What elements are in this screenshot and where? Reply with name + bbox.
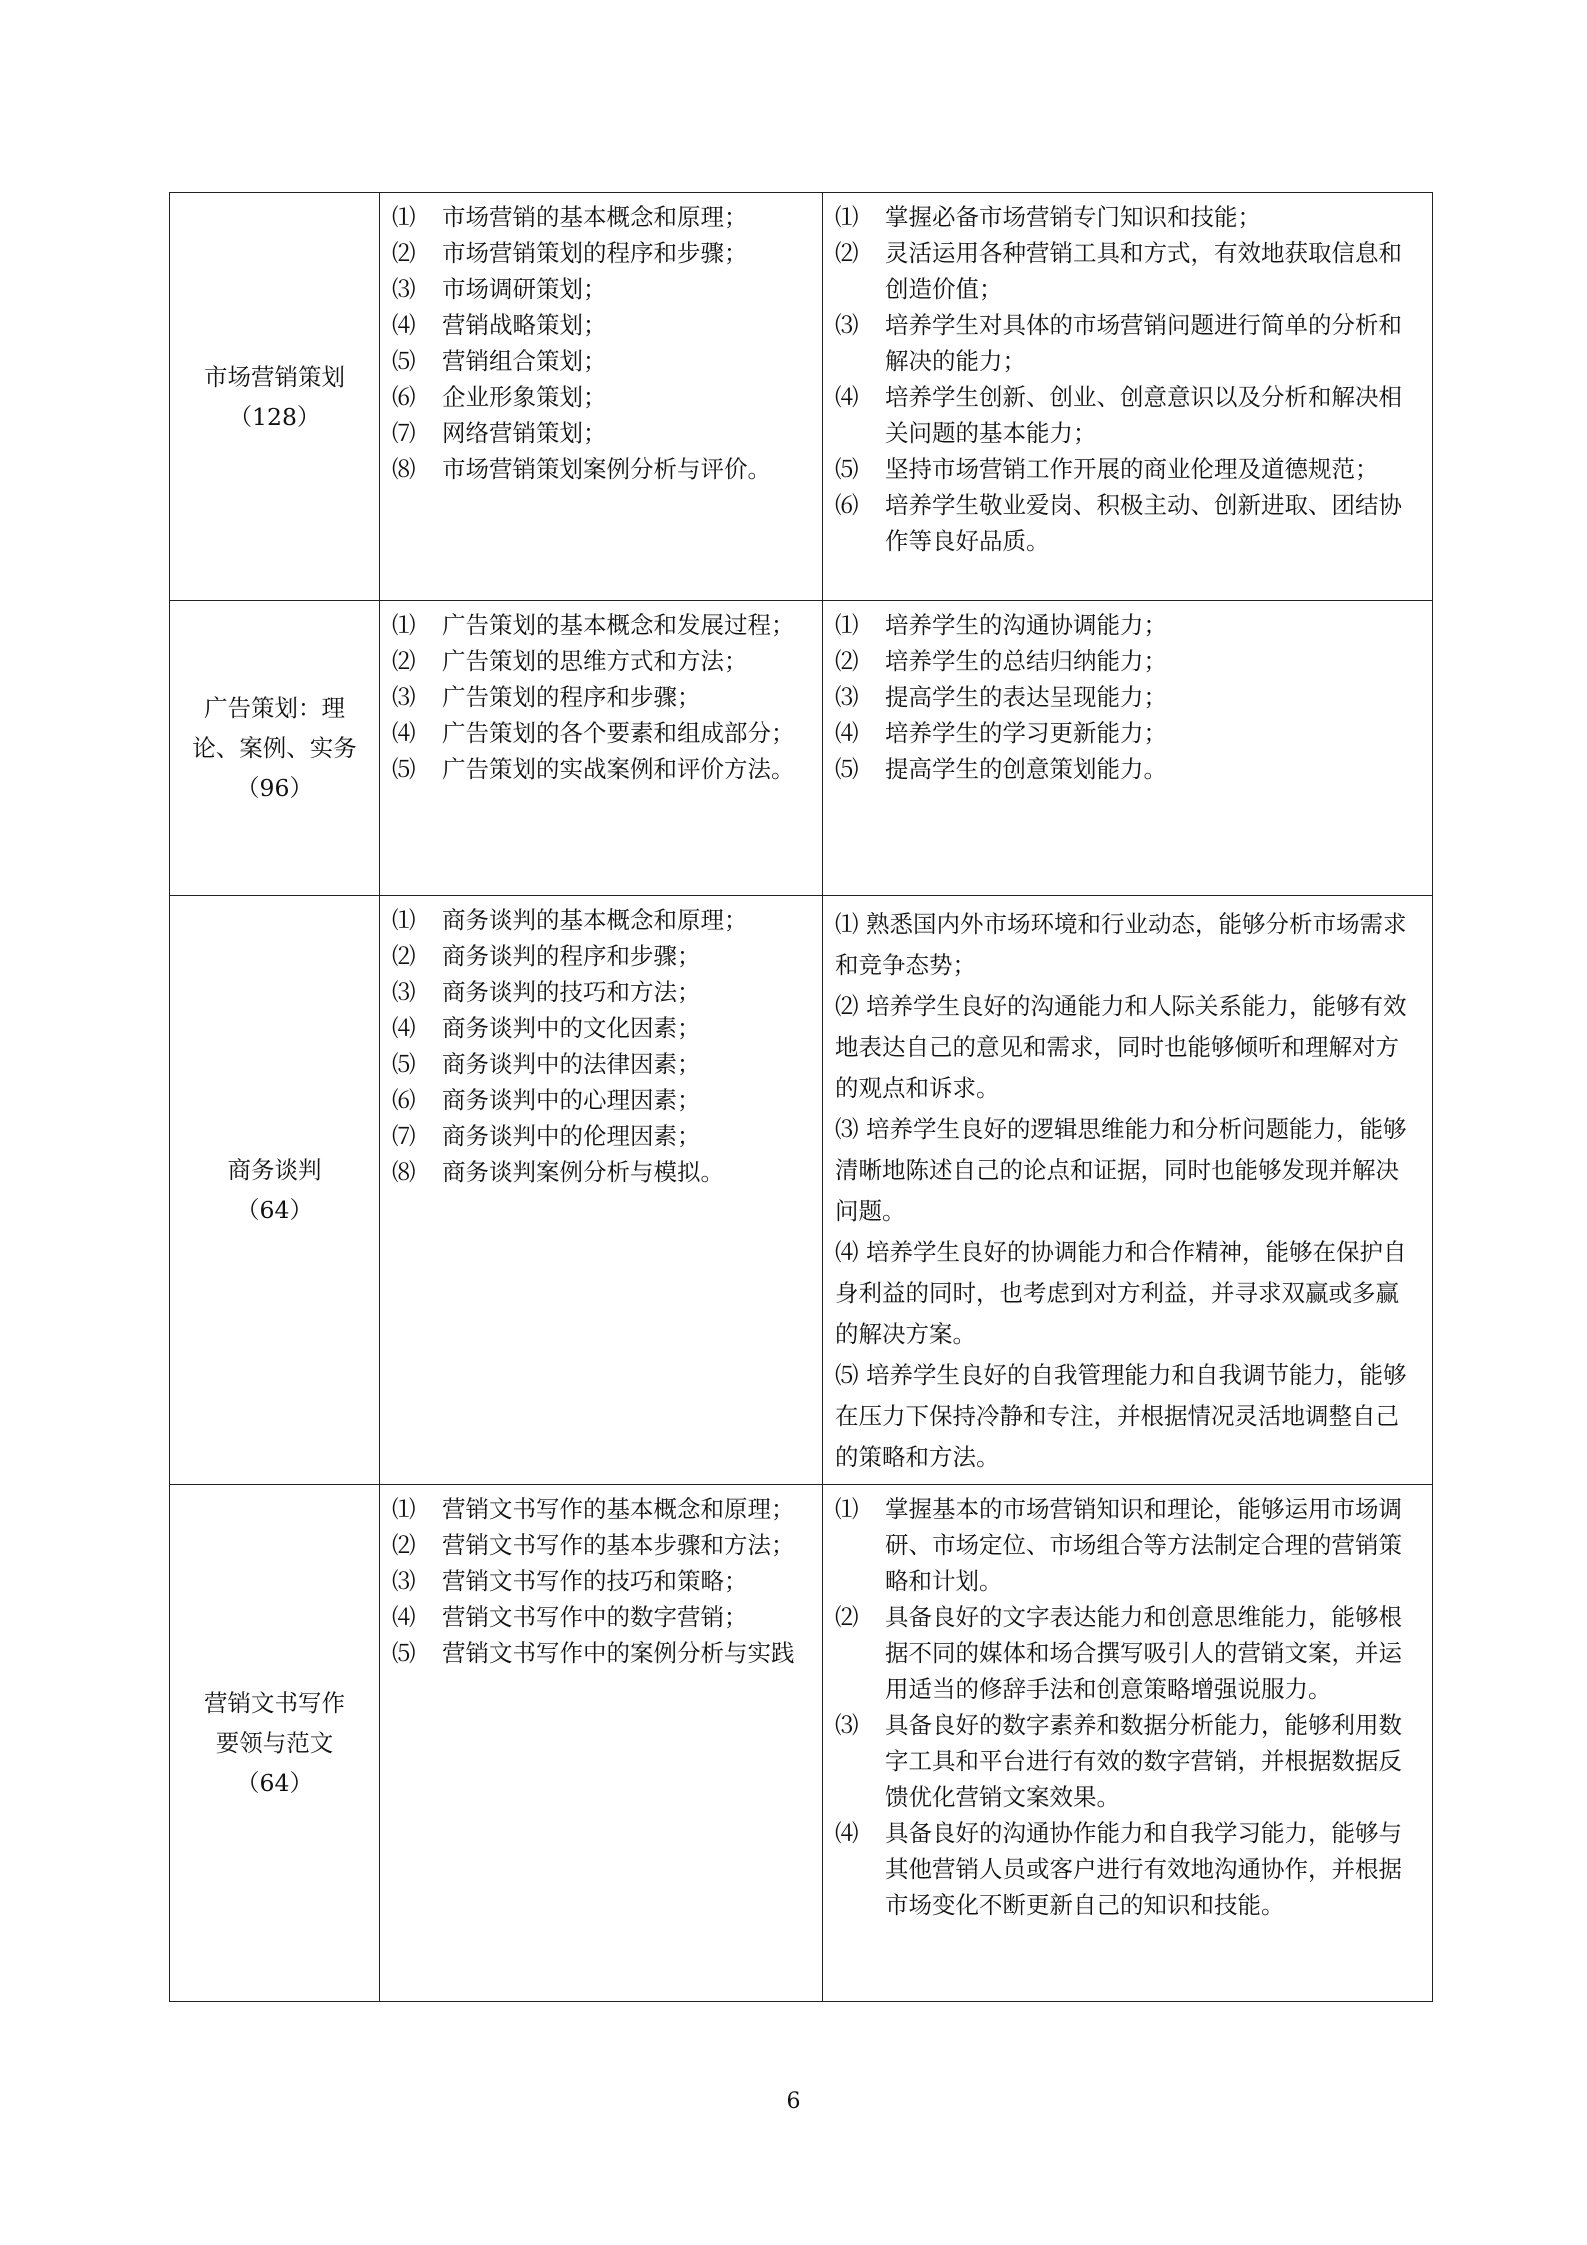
- list-item: ⑵ 营销文书写作的基本步骤和方法；: [392, 1531, 795, 1559]
- course-name-cell: [170, 1485, 380, 2002]
- course-hours: （64）: [236, 1769, 313, 1797]
- course-hours: （128）: [228, 402, 321, 431]
- course-name-line: 商务谈判: [227, 1156, 322, 1184]
- course-hours: （64）: [236, 1196, 313, 1224]
- course-content-cell: [380, 193, 823, 601]
- list-item: ⑴ 掌握必备市场营销专门知识和技能；: [835, 203, 1261, 231]
- course-goals-cell: [823, 896, 1433, 1485]
- list-item: ⑷ 商务谈判中的文化因素；: [392, 1014, 701, 1042]
- list-item: ⑵ 灵活运用各种营销工具和方式，有效地获取信息和创造价值；: [835, 239, 1402, 303]
- course-hours: （96）: [236, 774, 313, 802]
- list-item: ⑷ 广告策划的各个要素和组成部分；: [392, 719, 795, 747]
- list-item: ⑹ 培养学生敬业爱岗、积极主动、创新进取、团结协作等良好品质。: [835, 491, 1402, 555]
- list-item: ⑸ 坚持市场营销工作开展的商业伦理及道德规范；: [835, 455, 1379, 483]
- list-item: ⑻ 市场营销策划案例分析与评价。: [392, 455, 771, 483]
- list-item: ⑸ 商务谈判中的法律因素；: [392, 1050, 701, 1078]
- list-item: ⑶ 提高学生的表达呈现能力；: [835, 683, 1167, 711]
- list-item: ⑵ 具备良好的文字表达能力和创意思维能力，能够根据不同的媒体和场合撰写吸引人的营销文案，并运用适当的修辞手法和创意策略增强说服力。: [835, 1603, 1402, 1703]
- list-item: ⑷ 营销文书写作中的数字营销；: [392, 1603, 748, 1631]
- list-item: ⑵ 商务谈判的程序和步骤；: [392, 942, 701, 970]
- table-row: [170, 1485, 1433, 2002]
- list-item: ⑵ 市场营销策划的程序和步骤；: [392, 239, 748, 267]
- goal-paragraph: ⑸ 培养学生良好的自我管理能力和自我调节能力，能够在压力下保持冷静和专注，并根据情况灵活地调整自己的策略和方法。: [835, 1361, 1407, 1471]
- course-table: [169, 192, 1433, 2002]
- list-item: ⑴ 商务谈判的基本概念和原理；: [392, 906, 748, 934]
- list-item: ⑺ 商务谈判中的伦理因素；: [392, 1122, 701, 1150]
- list-item: ⑷ 具备良好的沟通协作能力和自我学习能力，能够与其他营销人员或客户进行有效地沟通协作，并根据市场变化不断更新自己的知识和技能。: [835, 1819, 1402, 1919]
- course-name-line: 营销文书写作: [204, 1689, 345, 1717]
- list-item: ⑵ 培养学生的总结归纳能力；: [835, 647, 1167, 675]
- list-item: ⑺ 网络营销策划；: [392, 419, 607, 447]
- course-name-cell: [170, 896, 380, 1485]
- goal-paragraph: ⑷ 培养学生良好的协调能力和合作精神，能够在保护自身利益的同时，也考虑到对方利益，并寻求双赢或多赢的解决方案。: [835, 1238, 1407, 1348]
- course-name-line: 要领与范文: [215, 1729, 334, 1757]
- list-item: ⑸ 营销文书写作中的案例分析与实践: [392, 1639, 795, 1667]
- list-item: ⑴ 营销文书写作的基本概念和原理；: [392, 1495, 795, 1523]
- course-name-line: 市场营销策划: [204, 362, 345, 391]
- course-name-line: 广告策划：理: [204, 694, 345, 722]
- list-item: ⑶ 广告策划的程序和步骤；: [392, 683, 701, 711]
- course-goals-cell: [823, 193, 1433, 601]
- list-item: ⑸ 广告策划的实战案例和评价方法。: [392, 755, 795, 783]
- table-row: [170, 896, 1433, 1485]
- list-item: ⑶ 商务谈判的技巧和方法；: [392, 978, 701, 1006]
- list-item: ⑻ 商务谈判案例分析与模拟。: [392, 1158, 724, 1186]
- page-number: 6: [786, 2089, 801, 2114]
- list-item: ⑶ 营销文书写作的技巧和策略；: [392, 1567, 748, 1595]
- list-item: ⑹ 企业形象策划；: [392, 383, 607, 411]
- list-item: ⑷ 培养学生的学习更新能力；: [835, 719, 1167, 747]
- goal-paragraph: ⑴ 熟悉国内外市场环境和行业动态，能够分析市场需求和竞争态势；: [835, 910, 1407, 979]
- course-content-cell: [380, 601, 823, 896]
- list-item: ⑹ 商务谈判中的心理因素；: [392, 1086, 701, 1114]
- list-item: ⑴ 市场营销的基本概念和原理；: [392, 203, 748, 231]
- list-item: ⑶ 培养学生对具体的市场营销问题进行简单的分析和解决的能力；: [835, 311, 1402, 375]
- course-name-line: 论、案例、实务: [192, 734, 357, 762]
- list-item: ⑴ 掌握基本的市场营销知识和理论，能够运用市场调研、市场定位、市场组合等方法制定合理的营销策略和计划。: [835, 1495, 1402, 1595]
- list-item: ⑷ 培养学生创新、创业、创意意识以及分析和解决相关问题的基本能力；: [835, 383, 1402, 447]
- list-item: ⑶ 具备良好的数字素养和数据分析能力，能够利用数字工具和平台进行有效的数字营销，并根据数据反馈优化营销文案效果。: [835, 1711, 1402, 1811]
- table-row: [170, 601, 1433, 896]
- goal-paragraph: ⑵ 培养学生良好的沟通能力和人际关系能力，能够有效地表达自己的意见和需求，同时也能够倾听和理解对方的观点和诉求。: [835, 992, 1407, 1102]
- goal-paragraph: ⑶ 培养学生良好的逻辑思维能力和分析问题能力，能够清晰地陈述自己的论点和证据，同时也能够发现并解决问题。: [835, 1115, 1407, 1225]
- course-goals-cell: [823, 1485, 1433, 2002]
- list-item: ⑷ 营销战略策划；: [392, 311, 607, 339]
- list-item: ⑴ 培养学生的沟通协调能力；: [835, 611, 1167, 639]
- list-item: ⑸ 提高学生的创意策划能力。: [835, 755, 1167, 783]
- list-item: ⑵ 广告策划的思维方式和方法；: [392, 647, 748, 675]
- list-item: ⑶ 市场调研策划；: [392, 275, 607, 303]
- table-row: [170, 193, 1433, 601]
- course-name-cell: [170, 193, 380, 601]
- list-item: ⑴ 广告策划的基本概念和发展过程；: [392, 611, 795, 639]
- course-content-cell: [380, 1485, 823, 2002]
- list-item: ⑸ 营销组合策划；: [392, 347, 607, 375]
- course-content-cell: [380, 896, 823, 1485]
- course-name-cell: [170, 601, 380, 896]
- course-goals-cell: [823, 601, 1433, 896]
